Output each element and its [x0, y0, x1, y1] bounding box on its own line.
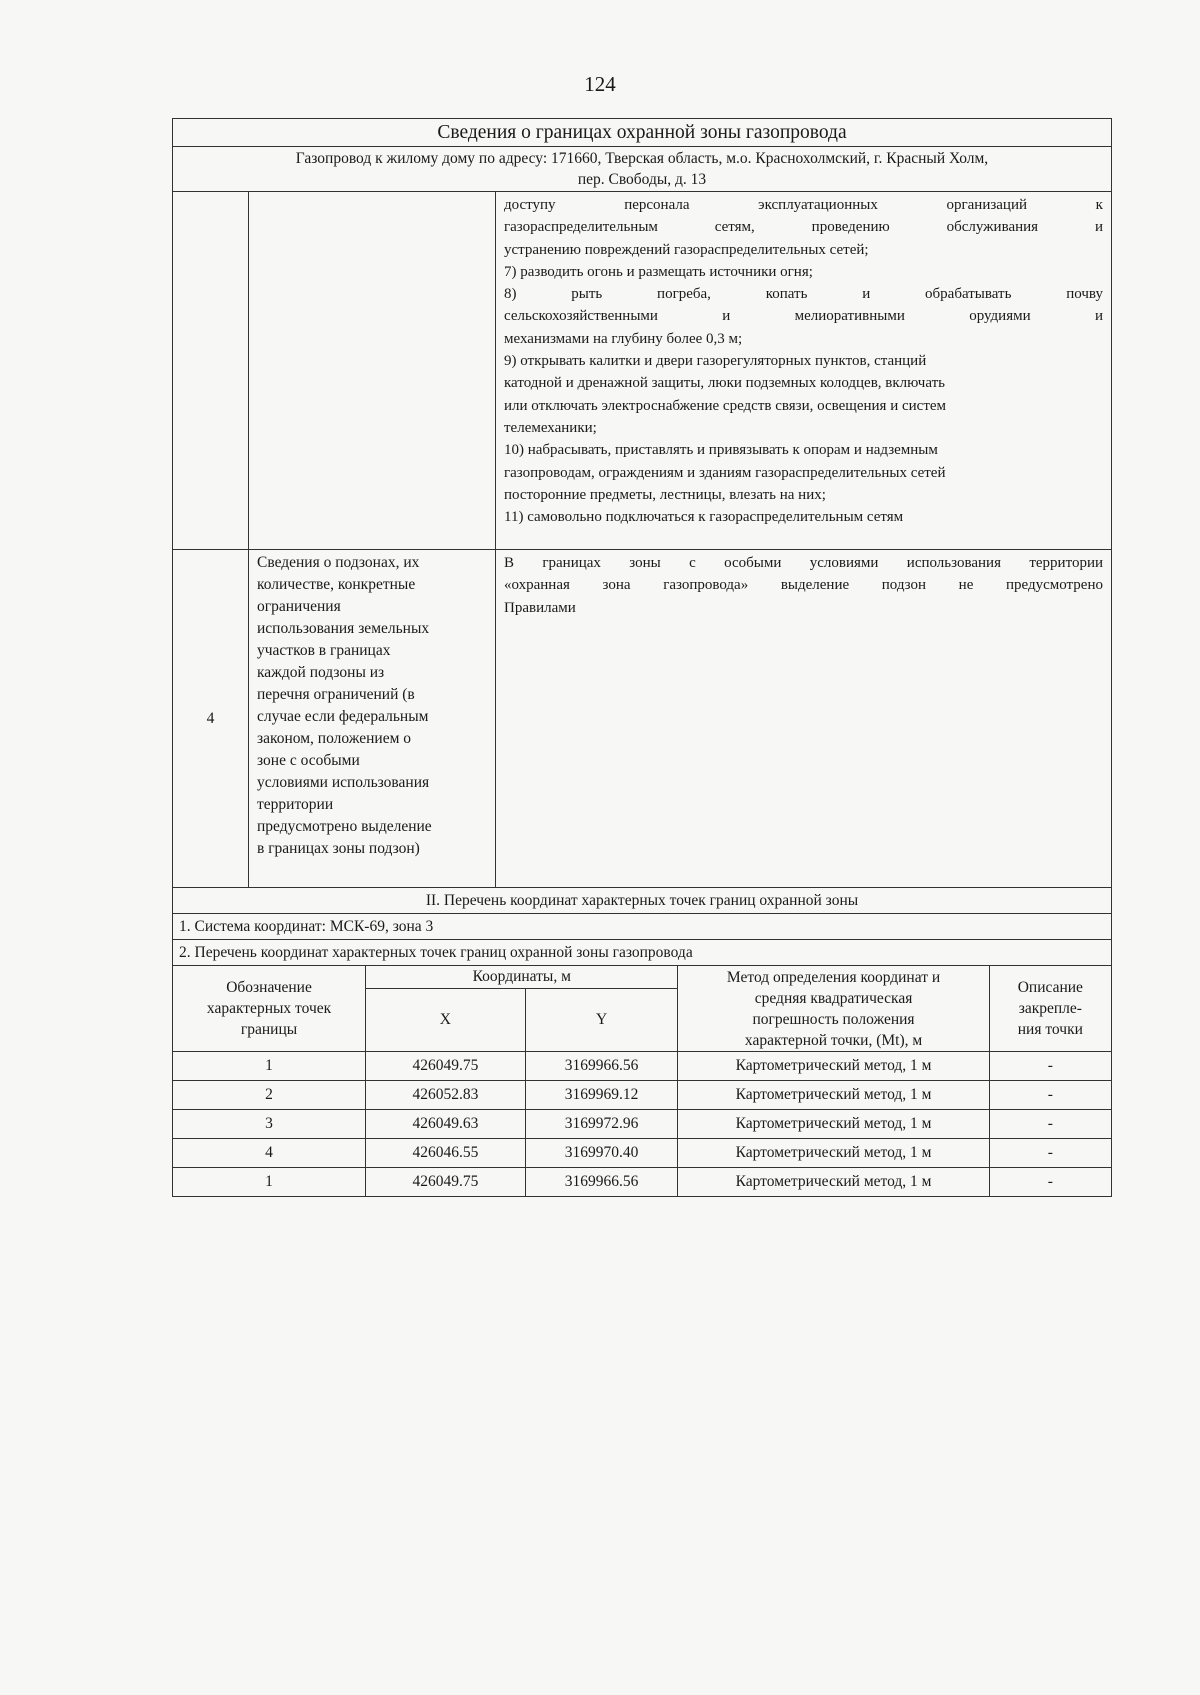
header-line: средняя квадратическая — [754, 989, 913, 1007]
restrictions-text — [496, 192, 1111, 549]
subtitle-line: пер. Свободы, д. 13 — [577, 171, 707, 188]
header-line: погрешность положения — [752, 1010, 915, 1028]
description-cell: - — [989, 1139, 1111, 1168]
method-cell: Картометрический метод, 1 м — [678, 1110, 989, 1139]
coords-table-row — [173, 966, 1111, 1196]
subzone-name-line: участков в границах — [257, 642, 391, 659]
subzone-name-line: территории — [257, 796, 334, 813]
subzones-row — [173, 550, 1111, 888]
point-cell: 4 — [173, 1139, 366, 1168]
subzone-name-line: каждой подзоны из — [257, 664, 385, 681]
subzone-text-line: В границах зоны с особыми условиями использования территории — [504, 555, 1103, 571]
table-row — [173, 1052, 1111, 1081]
description-cell: - — [989, 1052, 1111, 1081]
y-cell: 3169969.12 — [525, 1081, 678, 1110]
point-cell: 1 — [173, 1052, 366, 1081]
description-cell: - — [989, 1110, 1111, 1139]
section2-title: II. Перечень координат характерных точек границ охранной зоны — [425, 892, 859, 909]
subzone-name-line: зоне с особыми — [257, 752, 360, 769]
y-cell: 3169970.40 — [525, 1139, 678, 1168]
x-cell: 426052.83 — [366, 1081, 526, 1110]
restriction-line: катодной и дренажной защиты, люки подземных колодцев, включать — [504, 375, 945, 392]
restriction-line: 10) набрасывать, приставлять и привязывать к опорам и надземным — [504, 442, 938, 459]
subzone-name-line: ограничения — [257, 598, 341, 615]
subzones-name-cell — [249, 550, 496, 887]
coord-list-title-row — [173, 940, 1111, 966]
coords-header-row — [173, 966, 1111, 989]
table-row — [173, 1139, 1111, 1168]
x-header: X — [366, 989, 526, 1052]
header-line: закрепле- — [1018, 1000, 1082, 1017]
table-title-row — [173, 119, 1111, 147]
x-cell: 426046.55 — [366, 1139, 526, 1168]
x-cell: 426049.75 — [366, 1168, 526, 1197]
subzone-name-line: в границах зоны подзон) — [257, 840, 420, 857]
row-number-cell — [173, 192, 249, 549]
header-line: Описание — [1017, 979, 1083, 996]
restriction-line: доступу персонала эксплуатационных организаций к — [504, 197, 1103, 213]
subzone-name-line: условиями использования — [257, 774, 430, 791]
header-line: границы — [240, 1021, 298, 1038]
subzone-name-line: использования земельных — [257, 620, 430, 637]
coord-list-title: 2. Перечень координат характерных точек границ охранной зоны газопровода — [179, 944, 693, 961]
point-cell: 3 — [173, 1110, 366, 1139]
coords-header: Координаты, м — [366, 966, 678, 989]
page-number: 124 — [584, 72, 616, 96]
restriction-line: 7) разводить огонь и размещать источники огня; — [504, 263, 813, 280]
restriction-line: 8) рыть погреба, копать и обрабатывать почву — [504, 286, 1103, 303]
point-cell: 2 — [173, 1081, 366, 1110]
description-cell: - — [989, 1081, 1111, 1110]
x-cell: 426049.75 — [366, 1052, 526, 1081]
restriction-line: устранению повреждений газораспределительных сетей; — [504, 241, 869, 258]
coord-system-row — [173, 914, 1111, 940]
subzone-name-line: Сведения о подзонах, их — [257, 554, 420, 571]
restriction-line: сельскохозяйственными и мелиоративными орудиями и — [504, 308, 1103, 325]
zone-info-table — [172, 118, 1112, 1197]
restriction-line: или отключать электроснабжение средств связи, освещения и систем — [504, 397, 947, 414]
restriction-line: 9) открывать калитки и двери газорегуляторных пунктов, станций — [504, 353, 927, 370]
subtitle-line: Газопровод к жилому дому по адресу: 171660, Тверская область, м.о. Краснохолмский, г. Красный Холм, — [295, 150, 989, 167]
row-number-cell: 4 — [173, 550, 249, 887]
y-header: Y — [525, 989, 678, 1052]
subzone-name-line: предусмотрено выделение — [257, 818, 432, 835]
header-line: характерной точки, (Mt), м — [744, 1031, 923, 1049]
restriction-line: механизмами на глубину более 0,3 м; — [504, 330, 743, 347]
subzone-name-line: случае если федеральным — [257, 708, 429, 725]
description-header — [989, 966, 1111, 1052]
x-cell: 426049.63 — [366, 1110, 526, 1139]
table-title: Сведения о границах охранной зоны газопровода — [437, 122, 847, 143]
header-line: ния точки — [1017, 1021, 1083, 1038]
table-subtitle-row — [173, 147, 1111, 192]
coord-system: 1. Система координат: МСК-69, зона 3 — [179, 918, 434, 935]
subzone-name-line: количестве, конкретные — [257, 576, 416, 593]
restriction-line: 11) самовольно подключаться к газораспределительным сетям — [504, 509, 904, 526]
subzone-text-line: «охранная зона газопровода» выделение подзон не предусмотрено — [504, 577, 1103, 594]
method-cell: Картометрический метод, 1 м — [678, 1081, 989, 1110]
y-cell: 3169972.96 — [525, 1110, 678, 1139]
y-cell: 3169966.56 — [525, 1052, 678, 1081]
header-line: характерных точек — [206, 1000, 332, 1017]
table-row — [173, 1168, 1111, 1197]
y-cell: 3169966.56 — [525, 1168, 678, 1197]
point-header — [173, 966, 366, 1052]
method-cell: Картометрический метод, 1 м — [678, 1139, 989, 1168]
subzones-text — [496, 550, 1111, 887]
description-cell: - — [989, 1168, 1111, 1197]
restriction-line: газораспределительным сетям, проведению обслуживания и — [504, 219, 1103, 236]
method-cell: Картометрический метод, 1 м — [678, 1052, 989, 1081]
point-cell: 1 — [173, 1168, 366, 1197]
header-line: Обозначение — [226, 979, 312, 996]
subzone-name-line: законом, положением о — [257, 730, 412, 747]
coords-table — [173, 966, 1111, 1196]
restriction-line: посторонние предметы, лестницы, влезать на них; — [504, 486, 826, 503]
method-cell: Картометрический метод, 1 м — [678, 1168, 989, 1197]
section2-row — [173, 888, 1111, 914]
table-row — [173, 1110, 1111, 1139]
subzone-text-line: Правилами — [504, 599, 576, 616]
row-name-cell — [249, 192, 496, 549]
restriction-line: телемеханики; — [504, 419, 597, 436]
restrictions-continuation-row — [173, 192, 1111, 550]
restriction-line: газопроводам, ограждениям и зданиям газораспределительных сетей — [504, 464, 946, 481]
method-header — [678, 966, 989, 1052]
header-line: Метод определения координат и — [726, 968, 941, 986]
subzone-name-line: перечня ограничений (в — [257, 686, 415, 703]
table-row — [173, 1081, 1111, 1110]
table-subtitle — [173, 147, 1111, 191]
